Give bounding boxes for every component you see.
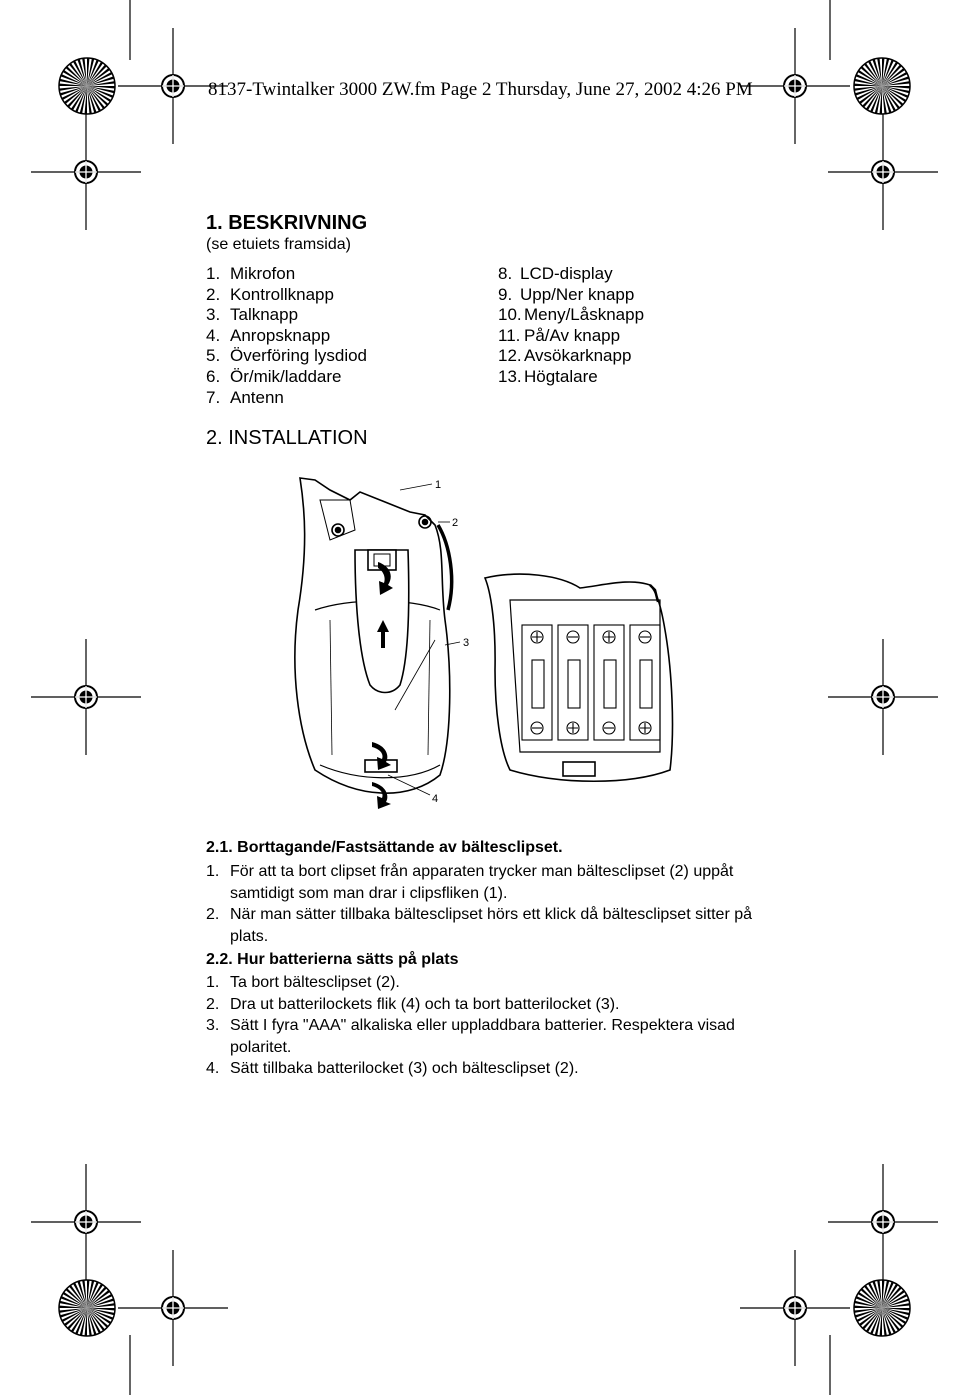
- callout-2: 2: [452, 517, 459, 529]
- list-item: 10. Meny/Låsknapp: [498, 305, 645, 325]
- section-subtitle: (se etuiets framsida): [206, 236, 351, 253]
- list-item: 4. Anropsknapp: [206, 325, 331, 345]
- list-item: 12. Avsökarknapp: [498, 346, 632, 366]
- callout-3: 3: [463, 637, 470, 649]
- crop-mark-icon: [31, 1164, 141, 1280]
- page-header: 8137-Twintalker 3000 ZW.fm Page 2 Thursday, June 27, 2002 4:26 PM: [208, 79, 753, 100]
- subsection-title-batteries: 2.2. Hur batterierna sätts på plats: [206, 951, 459, 968]
- list-item: 3. Talknapp: [206, 305, 299, 325]
- list-item: 5. Överföring lysdiod: [206, 346, 368, 366]
- list-item: 2. Dra ut batterilockets flik (4) och ta bort batterilocket (3).: [206, 995, 620, 1013]
- parts-list-right: [498, 264, 644, 388]
- list-item: 1. Ta bort bältesclipset (2).: [206, 974, 400, 991]
- subsection-title-clip: 2.1. Borttagande/Fastsättande av bältesclipset.: [206, 839, 563, 856]
- parts-list-left: [206, 264, 367, 408]
- list-item: 1. För att ta bort clipset från apparaten trycker man bältesclipset (2) uppåt samtidigt som man drar i clipsfliken (1).: [206, 863, 734, 902]
- list-item: 2. Kontrollknapp: [206, 284, 334, 304]
- clip-steps: [206, 861, 766, 947]
- list-item: 6. Ör/mik/laddare: [206, 366, 342, 386]
- list-item: 2. När man sätter tillbaka bältesclipset hörs ett klick då bältesclipset sitter på plats.: [206, 906, 753, 945]
- callout-4: 4: [432, 793, 439, 805]
- crop-mark-icon: [828, 639, 938, 755]
- section-title-installation: 2. INSTALLATION: [206, 427, 368, 449]
- list-item: 8. LCD-display: [498, 264, 613, 283]
- crop-mark-icon: [31, 114, 141, 230]
- crop-mark-icon: [828, 114, 938, 230]
- star-target-icon: [854, 1280, 910, 1336]
- section-title-beskrivning: 1. BESKRIVNING: [206, 212, 368, 234]
- star-target-icon: [59, 58, 115, 114]
- star-target-icon: [59, 1280, 115, 1336]
- star-target-icon: [854, 58, 910, 114]
- crop-mark-icon: [31, 639, 141, 755]
- list-item: 4. Sätt tillbaka batterilocket (3) och bältesclipset (2).: [206, 1060, 579, 1077]
- list-item: 3. Sätt I fyra "AAA" alkaliska eller uppladdbara batterier. Respektera visad polaritet.: [206, 1017, 735, 1056]
- callout-1: 1: [435, 479, 442, 491]
- crop-mark-icon: [740, 1250, 850, 1366]
- installation-figure: [260, 470, 760, 810]
- crop-mark-icon: [118, 1250, 228, 1366]
- list-item: 9. Upp/Ner knapp: [498, 284, 635, 304]
- list-item: 13. Högtalare: [498, 366, 598, 386]
- list-item: 11. På/Av knapp: [498, 325, 621, 345]
- list-item: 7. Antenn: [206, 387, 284, 407]
- list-item: 1. Mikrofon: [206, 264, 296, 283]
- crop-mark-icon: [828, 1164, 938, 1280]
- battery-steps: [206, 972, 766, 1080]
- crop-mark-icon: [740, 28, 850, 144]
